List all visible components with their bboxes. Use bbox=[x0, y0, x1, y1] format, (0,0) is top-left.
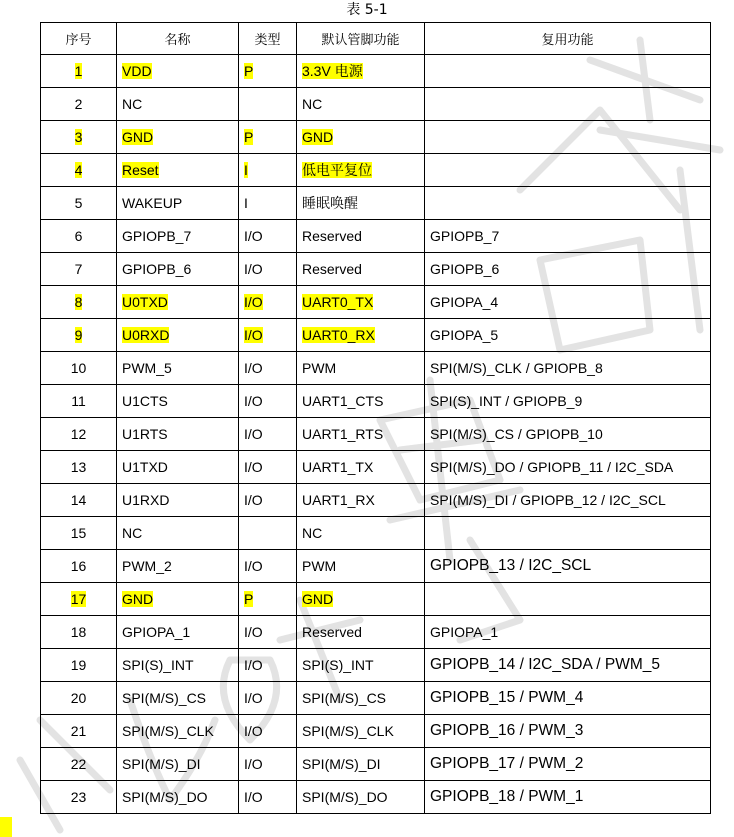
pin-type-cell bbox=[239, 748, 297, 781]
table-row bbox=[41, 682, 711, 715]
alternate-function-cell bbox=[425, 781, 711, 814]
pin-name: U0TXD bbox=[122, 294, 168, 310]
pin-number-cell bbox=[41, 187, 117, 220]
default-function-cell bbox=[297, 550, 425, 583]
pin-type-cell bbox=[239, 682, 297, 715]
pin-number-cell bbox=[41, 715, 117, 748]
alternate-function-cell bbox=[425, 484, 711, 517]
pin-name: GPIOPB_6 bbox=[122, 261, 192, 277]
table-header-row bbox=[41, 23, 711, 55]
alternate-function-cell bbox=[425, 220, 711, 253]
pin-number-cell bbox=[41, 616, 117, 649]
pin-name-cell bbox=[117, 550, 239, 583]
column-header-default-function: 默认管脚功能 bbox=[297, 23, 425, 55]
table-row bbox=[41, 484, 711, 517]
pin-number: 18 bbox=[70, 624, 87, 640]
alternate-function: SPI(M/S)_CLK / GPIOPB_8 bbox=[430, 360, 603, 376]
pin-type: I bbox=[244, 162, 248, 178]
default-function-cell bbox=[297, 88, 425, 121]
default-function: SPI(M/S)_CLK bbox=[302, 723, 394, 739]
pin-number-cell bbox=[41, 286, 117, 319]
table-row bbox=[41, 715, 711, 748]
default-function-cell bbox=[297, 187, 425, 220]
table-row bbox=[41, 616, 711, 649]
pin-type-cell bbox=[239, 286, 297, 319]
pin-number-cell bbox=[41, 319, 117, 352]
pin-type-cell bbox=[239, 418, 297, 451]
alternate-function: GPIOPB_7 bbox=[430, 228, 500, 244]
default-function-cell bbox=[297, 781, 425, 814]
alternate-function: GPIOPA_5 bbox=[430, 327, 499, 343]
pin-type: I/O bbox=[244, 360, 263, 376]
pin-type-cell bbox=[239, 616, 297, 649]
pin-type-cell bbox=[239, 319, 297, 352]
default-function-cell bbox=[297, 748, 425, 781]
pin-type: I/O bbox=[244, 459, 263, 475]
pin-name-cell bbox=[117, 583, 239, 616]
pin-type-cell bbox=[239, 484, 297, 517]
pin-name-cell bbox=[117, 187, 239, 220]
pin-name-cell bbox=[117, 319, 239, 352]
pin-number: 21 bbox=[70, 723, 87, 739]
alternate-function: SPI(S)_INT / GPIOPB_9 bbox=[430, 393, 583, 409]
pin-number: 14 bbox=[70, 492, 87, 508]
column-header-name: 名称 bbox=[117, 23, 239, 55]
pin-name: SPI(M/S)_DO bbox=[122, 789, 208, 805]
pin-number: 19 bbox=[70, 657, 87, 673]
pin-name-cell bbox=[117, 55, 239, 88]
alternate-function-cell bbox=[425, 649, 711, 682]
table-body bbox=[41, 55, 711, 814]
pin-type: I/O bbox=[244, 558, 263, 574]
default-function: SPI(M/S)_DI bbox=[302, 756, 381, 772]
alternate-function-cell bbox=[425, 253, 711, 286]
pin-name: PWM_2 bbox=[122, 558, 172, 574]
pin-name-cell bbox=[117, 352, 239, 385]
alternate-function-cell bbox=[425, 715, 711, 748]
default-function: UART1_RX bbox=[302, 492, 375, 508]
pin-name: GPIOPB_7 bbox=[122, 228, 192, 244]
table-row bbox=[41, 286, 711, 319]
pin-type-cell bbox=[239, 451, 297, 484]
pin-name-cell bbox=[117, 385, 239, 418]
pin-name: U1RXD bbox=[122, 492, 170, 508]
pin-number-cell bbox=[41, 220, 117, 253]
alternate-function: GPIOPB_6 bbox=[430, 261, 500, 277]
pin-number: 4 bbox=[74, 162, 83, 178]
pin-number: 12 bbox=[70, 426, 87, 442]
default-function: UART1_RTS bbox=[302, 426, 384, 442]
table-row bbox=[41, 517, 711, 550]
default-function: SPI(M/S)_DO bbox=[302, 789, 388, 805]
default-function-cell bbox=[297, 583, 425, 616]
pin-type: I bbox=[244, 195, 248, 211]
default-function-cell bbox=[297, 418, 425, 451]
pin-number: 6 bbox=[74, 228, 83, 244]
table-row bbox=[41, 253, 711, 286]
pin-number-cell bbox=[41, 781, 117, 814]
pin-type: I/O bbox=[244, 426, 263, 442]
default-function-cell bbox=[297, 385, 425, 418]
highlight-marker bbox=[0, 817, 12, 837]
pin-number-cell bbox=[41, 88, 117, 121]
default-function-cell bbox=[297, 352, 425, 385]
default-function-cell bbox=[297, 253, 425, 286]
pin-number-cell bbox=[41, 253, 117, 286]
pin-number: 7 bbox=[74, 261, 83, 277]
default-function-cell bbox=[297, 715, 425, 748]
alternate-function-cell bbox=[425, 88, 711, 121]
pin-name-cell bbox=[117, 484, 239, 517]
default-function-cell bbox=[297, 55, 425, 88]
pin-definition-table bbox=[40, 22, 711, 814]
default-function: SPI(S)_INT bbox=[302, 657, 374, 673]
pin-number: 3 bbox=[74, 129, 83, 145]
default-function-cell bbox=[297, 616, 425, 649]
pin-number: 17 bbox=[70, 591, 87, 607]
pin-number: 11 bbox=[71, 393, 86, 409]
pin-type-cell bbox=[239, 649, 297, 682]
pin-number-cell bbox=[41, 550, 117, 583]
pin-number-cell bbox=[41, 121, 117, 154]
table-row bbox=[41, 55, 711, 88]
pin-number: 9 bbox=[74, 327, 83, 343]
alternate-function-cell bbox=[425, 550, 711, 583]
pin-name: U1RTS bbox=[122, 426, 168, 442]
pin-type: I/O bbox=[244, 393, 263, 409]
default-function: UART1_TX bbox=[302, 459, 374, 475]
default-function: PWM bbox=[302, 558, 337, 574]
pin-number-cell bbox=[41, 352, 117, 385]
pin-type-cell bbox=[239, 187, 297, 220]
table-row bbox=[41, 583, 711, 616]
table-row bbox=[41, 88, 711, 121]
pin-name-cell bbox=[117, 682, 239, 715]
table-row bbox=[41, 385, 711, 418]
pin-name: U0RXD bbox=[122, 327, 170, 343]
pin-name: U1CTS bbox=[122, 393, 168, 409]
pin-number: 10 bbox=[70, 360, 87, 376]
pin-name: SPI(S)_INT bbox=[122, 657, 194, 673]
alternate-function-cell bbox=[425, 682, 711, 715]
pin-type-cell bbox=[239, 253, 297, 286]
default-function-cell bbox=[297, 484, 425, 517]
pin-number: 23 bbox=[70, 789, 87, 805]
pin-name-cell bbox=[117, 748, 239, 781]
alternate-function: GPIOPB_13 / I2C_SCL bbox=[430, 557, 592, 574]
default-function-cell bbox=[297, 154, 425, 187]
pin-name-cell bbox=[117, 616, 239, 649]
pin-type-cell bbox=[239, 55, 297, 88]
pin-number: 5 bbox=[74, 195, 83, 211]
default-function: Reserved bbox=[302, 624, 362, 640]
pin-name-cell bbox=[117, 418, 239, 451]
alternate-function: GPIOPB_18 / PWM_1 bbox=[430, 788, 584, 805]
pin-name-cell bbox=[117, 649, 239, 682]
table-row bbox=[41, 781, 711, 814]
pin-number-cell bbox=[41, 517, 117, 550]
pin-type-cell bbox=[239, 220, 297, 253]
pin-type: P bbox=[244, 129, 254, 145]
pin-name-cell bbox=[117, 121, 239, 154]
alternate-function-cell bbox=[425, 352, 711, 385]
pin-number-cell bbox=[41, 451, 117, 484]
table-row bbox=[41, 418, 711, 451]
default-function-cell bbox=[297, 121, 425, 154]
alternate-function: SPI(M/S)_DI / GPIOPB_12 / I2C_SCL bbox=[430, 492, 666, 508]
pin-name-cell bbox=[117, 451, 239, 484]
alternate-function-cell bbox=[425, 286, 711, 319]
pin-type: I/O bbox=[244, 789, 263, 805]
alternate-function: GPIOPB_17 / PWM_2 bbox=[430, 755, 584, 772]
pin-name: PWM_5 bbox=[122, 360, 172, 376]
table-row bbox=[41, 121, 711, 154]
pin-type: I/O bbox=[244, 624, 263, 640]
pin-type: I/O bbox=[244, 657, 263, 673]
pin-number: 1 bbox=[74, 63, 83, 79]
pin-name: GND bbox=[122, 591, 154, 607]
default-function-cell bbox=[297, 649, 425, 682]
alternate-function-cell bbox=[425, 748, 711, 781]
pin-name: NC bbox=[122, 525, 143, 541]
pin-name-cell bbox=[117, 253, 239, 286]
pin-number-cell bbox=[41, 649, 117, 682]
default-function-cell bbox=[297, 319, 425, 352]
pin-type: I/O bbox=[244, 327, 263, 343]
pin-type-cell bbox=[239, 583, 297, 616]
default-function: Reserved bbox=[302, 228, 362, 244]
table-row bbox=[41, 352, 711, 385]
pin-name: U1TXD bbox=[122, 459, 168, 475]
alternate-function-cell bbox=[425, 385, 711, 418]
alternate-function-cell bbox=[425, 451, 711, 484]
pin-number-cell bbox=[41, 418, 117, 451]
default-function: NC bbox=[302, 96, 323, 112]
pin-name: VDD bbox=[122, 63, 152, 79]
default-function: UART0_RX bbox=[302, 327, 375, 343]
default-function: UART1_CTS bbox=[302, 393, 384, 409]
pin-type: I/O bbox=[244, 492, 263, 508]
pin-type-cell bbox=[239, 88, 297, 121]
pin-type: I/O bbox=[244, 261, 263, 277]
pin-type: I/O bbox=[244, 723, 263, 739]
pin-number-cell bbox=[41, 484, 117, 517]
pin-number-cell bbox=[41, 385, 117, 418]
pin-type-cell bbox=[239, 352, 297, 385]
pin-type-cell bbox=[239, 550, 297, 583]
pin-number: 16 bbox=[70, 558, 87, 574]
table-row bbox=[41, 220, 711, 253]
alternate-function-cell bbox=[425, 418, 711, 451]
default-function: SPI(M/S)_CS bbox=[302, 690, 387, 706]
alternate-function: GPIOPA_4 bbox=[430, 294, 499, 310]
alternate-function: GPIOPB_15 / PWM_4 bbox=[430, 689, 584, 706]
pin-type: P bbox=[244, 591, 254, 607]
pin-name-cell bbox=[117, 286, 239, 319]
alternate-function: GPIOPA_1 bbox=[430, 624, 499, 640]
pin-type-cell bbox=[239, 385, 297, 418]
pin-name-cell bbox=[117, 88, 239, 121]
pin-number: 8 bbox=[74, 294, 83, 310]
alternate-function-cell bbox=[425, 319, 711, 352]
pin-number-cell bbox=[41, 682, 117, 715]
table-row bbox=[41, 319, 711, 352]
default-function: 睡眠唤醒 bbox=[302, 195, 358, 211]
pin-type-cell bbox=[239, 715, 297, 748]
pin-name: WAKEUP bbox=[122, 195, 183, 211]
pin-type-cell bbox=[239, 517, 297, 550]
table-row bbox=[41, 451, 711, 484]
pin-number: 13 bbox=[70, 459, 87, 475]
default-function: 3.3V 电源 bbox=[302, 63, 363, 79]
pin-type: P bbox=[244, 63, 254, 79]
default-function-cell bbox=[297, 451, 425, 484]
table-row bbox=[41, 748, 711, 781]
pin-number: 2 bbox=[74, 96, 83, 112]
pin-type: I/O bbox=[244, 756, 263, 772]
default-function: UART0_TX bbox=[302, 294, 374, 310]
pin-name: NC bbox=[122, 96, 143, 112]
pin-number: 20 bbox=[70, 690, 87, 706]
alternate-function: SPI(M/S)_CS / GPIOPB_10 bbox=[430, 426, 603, 442]
pin-number-cell bbox=[41, 55, 117, 88]
alternate-function: GPIOPB_16 / PWM_3 bbox=[430, 722, 584, 739]
pin-type-cell bbox=[239, 154, 297, 187]
table-row bbox=[41, 550, 711, 583]
pin-name-cell bbox=[117, 715, 239, 748]
pin-type: I/O bbox=[244, 690, 263, 706]
pin-name-cell bbox=[117, 220, 239, 253]
pin-type-cell bbox=[239, 121, 297, 154]
alternate-function-cell bbox=[425, 583, 711, 616]
alternate-function: GPIOPB_14 / I2C_SDA / PWM_5 bbox=[430, 656, 661, 673]
default-function-cell bbox=[297, 517, 425, 550]
pin-name: GND bbox=[122, 129, 154, 145]
table-row bbox=[41, 649, 711, 682]
pin-name: SPI(M/S)_CLK bbox=[122, 723, 214, 739]
alternate-function-cell bbox=[425, 517, 711, 550]
pin-number: 15 bbox=[70, 525, 87, 541]
pin-name-cell bbox=[117, 154, 239, 187]
pin-type-cell bbox=[239, 781, 297, 814]
pin-name-cell bbox=[117, 781, 239, 814]
default-function: Reserved bbox=[302, 261, 362, 277]
table-row bbox=[41, 187, 711, 220]
column-header-number: 序号 bbox=[41, 23, 117, 55]
default-function-cell bbox=[297, 286, 425, 319]
default-function: 低电平复位 bbox=[302, 162, 372, 178]
default-function-cell bbox=[297, 220, 425, 253]
alternate-function-cell bbox=[425, 187, 711, 220]
pin-number: 22 bbox=[70, 756, 87, 772]
column-header-alternate-function: 复用功能 bbox=[425, 23, 711, 55]
column-header-type: 类型 bbox=[239, 23, 297, 55]
table-row bbox=[41, 154, 711, 187]
default-function: GND bbox=[302, 591, 334, 607]
alternate-function-cell bbox=[425, 121, 711, 154]
alternate-function-cell bbox=[425, 55, 711, 88]
pin-name: GPIOPA_1 bbox=[122, 624, 191, 640]
default-function-cell bbox=[297, 682, 425, 715]
alternate-function-cell bbox=[425, 154, 711, 187]
default-function: GND bbox=[302, 129, 334, 145]
alternate-function-cell bbox=[425, 616, 711, 649]
pin-name: SPI(M/S)_CS bbox=[122, 690, 207, 706]
alternate-function: SPI(M/S)_DO / GPIOPB_11 / I2C_SDA bbox=[430, 459, 674, 475]
pin-name: SPI(M/S)_DI bbox=[122, 756, 201, 772]
table-caption: 表 5-1 bbox=[346, 2, 388, 18]
default-function: PWM bbox=[302, 360, 337, 376]
pin-name-cell bbox=[117, 517, 239, 550]
pin-name: Reset bbox=[122, 162, 159, 178]
pin-number-cell bbox=[41, 583, 117, 616]
default-function: NC bbox=[302, 525, 323, 541]
pin-number-cell bbox=[41, 748, 117, 781]
pin-number-cell bbox=[41, 154, 117, 187]
pin-type: I/O bbox=[244, 228, 263, 244]
pin-type: I/O bbox=[244, 294, 263, 310]
